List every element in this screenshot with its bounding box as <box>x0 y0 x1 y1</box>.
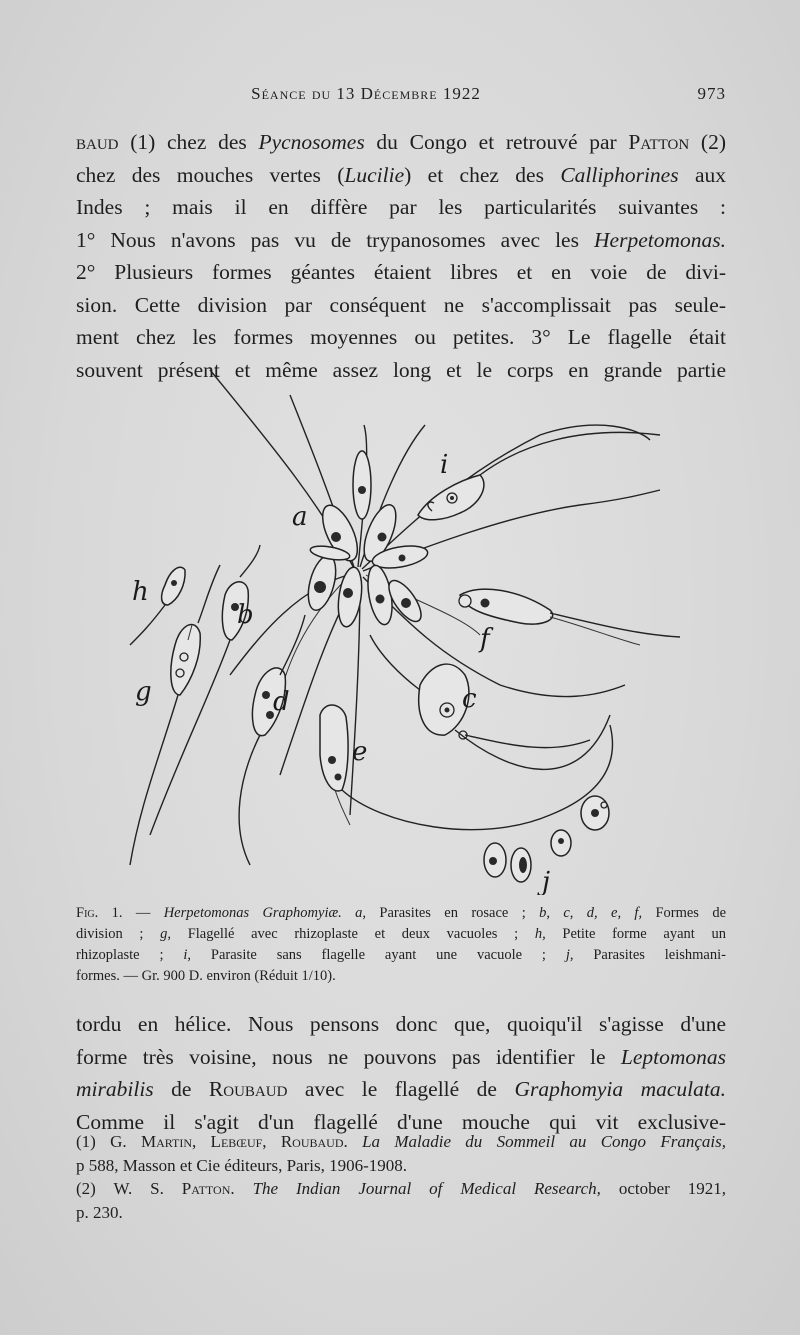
page-number: 973 <box>697 84 726 103</box>
running-head <box>76 84 726 110</box>
caption-line: formes. — Gr. 900 D. environ (Réduit 1/10). <box>76 968 336 984</box>
text-line: chez des mouches vertes (Lucilie) et chez des Calliphorines aux <box>76 162 727 187</box>
parasite-i <box>418 432 660 519</box>
figure-herpetomonas-drawing <box>80 355 720 895</box>
text-line: 1° Nous n'avons pas vu de trypanosomes avec les Herpetomonas. <box>76 227 726 252</box>
text-line: mirabilis de Roubaud avec le flagellé de Graphomyia maculata. <box>76 1077 727 1101</box>
parasite-g <box>130 565 220 865</box>
figure-label-d: d <box>273 687 290 717</box>
footnote-line: p. 230. <box>76 1202 123 1222</box>
rosace-flagella <box>210 370 660 815</box>
text-line: Indes ; mais il en diffère par les particularités suivantes : <box>76 195 726 219</box>
running-title: Séance du 13 Décembre 1922 <box>251 84 481 103</box>
figure-caption <box>76 903 726 987</box>
text-line: baud (1) chez des Pycnosomes du Congo et retrouvé par Patton (2) <box>76 130 727 154</box>
text-line: Comme il s'agit d'un flagellé d'une mouche qui vit exclusive- <box>76 1109 726 1134</box>
figure-label-g: g <box>135 677 152 707</box>
caption-line: rhizoplaste ; i, Parasite sans flagelle ayant une vacuole ; j, Parasites leishmani- <box>76 947 726 963</box>
footnotes <box>76 1130 726 1224</box>
figure-label-b: b <box>237 600 254 630</box>
text-line: forme très voisine, nous ne pouvons pas identifier le Leptomonas <box>76 1044 726 1069</box>
caption-line: division ; g, Flagellé avec rhizoplaste et deux vacuoles ; h, Petite forme ayant un <box>76 926 726 942</box>
parasite-c <box>370 635 610 769</box>
footnote-line: (2) W. S. Patton. The Indian Journal of Medical Research, october 1921, <box>76 1179 726 1198</box>
body-text-bottom <box>76 1008 726 1138</box>
body-text-top <box>76 126 726 386</box>
figure-label-a: a <box>292 502 308 532</box>
caption-line: Fig. 1. — Herpetomonas Graphomyiæ. a, Parasites en rosace ; b, c, d, e, f, Formes de <box>76 905 726 921</box>
text-line: tordu en hélice. Nous pensons donc que, quoiqu'il s'agisse d'une <box>76 1012 726 1036</box>
text-line: 2° Plusieurs formes géantes étaient libres et en voie de divi- <box>76 260 726 284</box>
footnote-line: (1) G. Martin, Lebœuf, Roubaud. La Maladie du Sommeil au Congo Français, <box>76 1132 726 1151</box>
footnote-line: p 588, Masson et Cie éditeurs, Paris, 1906-1908. <box>76 1155 407 1175</box>
figure-label-e: e <box>352 737 368 767</box>
parasite-f <box>459 589 680 645</box>
figure-label-j: j <box>542 867 551 895</box>
text-line: ment chez les formes moyennes ou petites. 3° Le flagelle était <box>76 325 726 349</box>
text-line: souvent présent et même assez long et le corps en grande partie <box>76 357 726 382</box>
figure-label-i: i <box>440 450 449 480</box>
parasite-e <box>320 705 613 830</box>
figure-label-c: c <box>462 684 477 714</box>
figure-illustration <box>80 355 720 895</box>
figure-label-h: h <box>132 577 149 607</box>
figure-label-f: f <box>480 624 490 654</box>
text-line: sion. Cette division par conséquent ne s'accomplissait pas seule- <box>76 292 726 317</box>
